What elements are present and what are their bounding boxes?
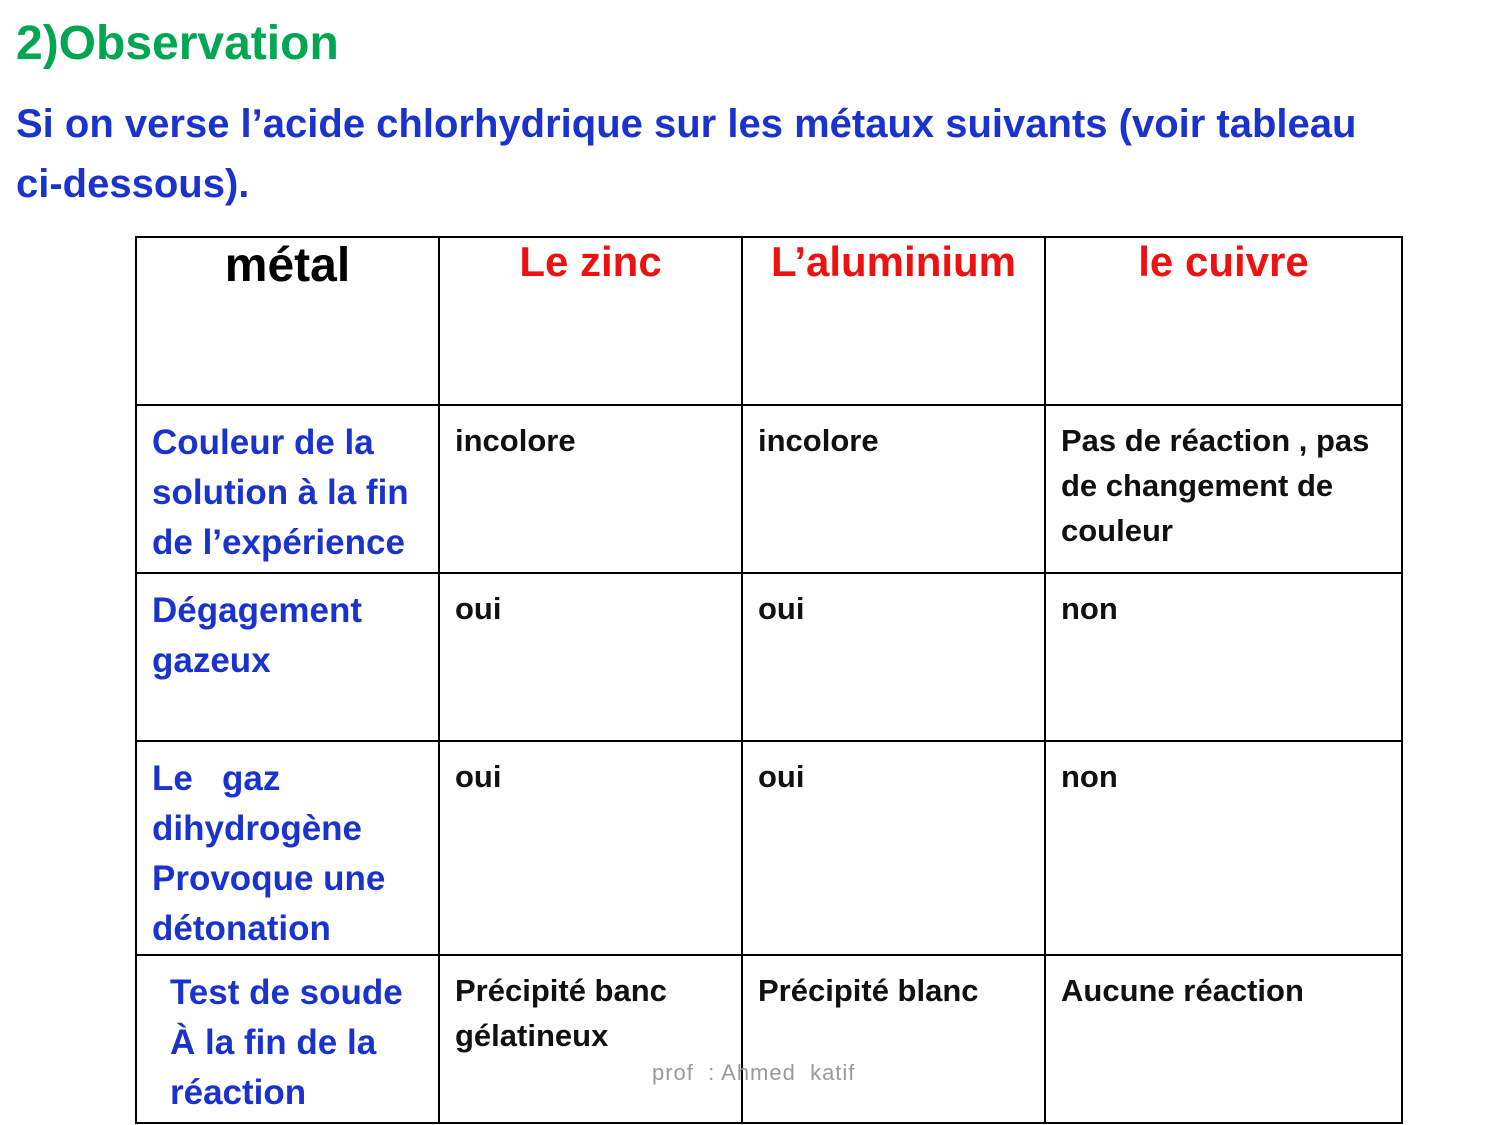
intro-text: Si on verse l’acide chlorhydrique sur les métaux suivants (voir tableau ci-dessous).	[16, 102, 1357, 206]
table-row-degagement	[136, 573, 1402, 741]
cell-zinc: oui	[439, 573, 742, 741]
row-label: Dégagement gazeux	[136, 573, 439, 741]
header-cuivre: le cuivre	[1045, 237, 1402, 405]
header-metal-label: métal	[136, 237, 439, 405]
table-header-row	[136, 237, 1402, 405]
row-label: Le gaz dihydrogène Provoque une détonation	[136, 741, 439, 955]
section-heading: 2)Observation	[16, 17, 339, 70]
cell-aluminium: oui	[742, 741, 1045, 955]
header-zinc: Le zinc	[439, 237, 742, 405]
cell-zinc: oui	[439, 741, 742, 955]
table-row-couleur	[136, 405, 1402, 573]
cell-cuivre: Aucune réaction	[1045, 955, 1402, 1123]
table-row-detonation	[136, 741, 1402, 955]
cell-zinc: incolore	[439, 405, 742, 573]
observation-table	[135, 236, 1403, 1124]
cell-aluminium: Précipité blanc	[742, 955, 1045, 1123]
header-aluminium: L’aluminium	[742, 237, 1045, 405]
cell-aluminium: incolore	[742, 405, 1045, 573]
cell-cuivre: non	[1045, 573, 1402, 741]
cell-zinc: Précipité banc gélatineux	[439, 955, 742, 1123]
cell-aluminium: oui	[742, 573, 1045, 741]
cell-cuivre: non	[1045, 741, 1402, 955]
watermark-text: prof : Ahmed katif	[652, 1060, 856, 1085]
table-row-soude	[136, 955, 1402, 1123]
row-label: Test de soude À la fin de la réaction	[136, 955, 439, 1123]
cell-cuivre: Pas de réaction , pas de changement de couleur	[1045, 405, 1402, 573]
row-label: Couleur de la solution à la fin de l’expérience	[136, 405, 439, 573]
